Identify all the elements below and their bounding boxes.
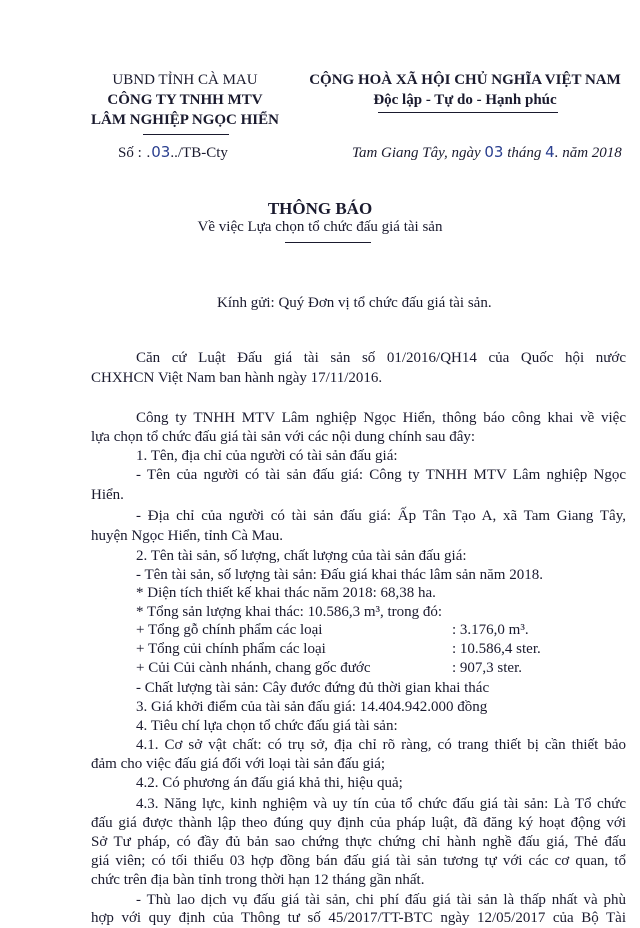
motto-underline (378, 112, 558, 113)
section-41-line2: đảm cho việc đấu giá đối với loại tài sản đấu giá; (91, 756, 386, 772)
section-43-line5: chức trên địa bàn tỉnh trong thời hạn 12 tháng gần nhất. (91, 872, 425, 888)
section-1a-line2: Hiển. (91, 487, 124, 503)
row-1-label: + Tổng gỗ chính phẩm các loại (136, 622, 323, 638)
section-42: 4.2. Có phương án đấu giá khả thi, hiệu quả; (136, 775, 403, 791)
para1-line1: Căn cứ Luật Đấu giá tài sản số 01/2016/QH14 của Quốc hội nước (136, 350, 626, 366)
para2-line1: Công ty TNHH MTV Lâm nghiệp Ngọc Hiển, thông báo công khai về việc (136, 410, 626, 426)
section-2d: - Chất lượng tài sản: Cây đước đứng đủ thời gian khai thác (136, 680, 490, 696)
handwritten-number: 03 (151, 143, 171, 161)
row-1-value: : 3.176,0 m³. (452, 622, 529, 638)
section-43-line3: Sở Tư pháp, có đầy đủ bản sao chứng thực chứng chỉ hành nghề đấu giá, Thẻ đấu (91, 834, 626, 850)
company-name-2: LÂM NGHIỆP NGỌC HIỂN (91, 112, 279, 128)
row-2-value: : 10.586,4 ster. (452, 641, 541, 657)
section-1a-line1: - Tên của người có tài sản đấu giá: Công ty TNHH MTV Lâm nghiệp Ngọc (136, 467, 626, 483)
section-43-line2: đấu giá được thành lập theo đúng quy định của pháp luật, đã đăng ký hoạt động với (91, 815, 626, 831)
subject-underline (285, 242, 371, 243)
left-header-underline (143, 134, 229, 135)
document-title: THÔNG BÁO (267, 199, 373, 218)
row-2-label: + Tổng củi chính phẩm các loại (136, 641, 326, 657)
company-name: CÔNG TY TNHH MTV (107, 92, 263, 108)
section-4: 4. Tiêu chí lựa chọn tổ chức đấu giá tài sản: (136, 718, 398, 734)
reference-number: Số : .03../TB-Cty (118, 143, 228, 161)
section-2a: - Tên tài sản, số lượng tài sản: Đấu giá khai thác lâm sản năm 2018. (136, 567, 543, 583)
left-header (80, 70, 290, 130)
row-3-value: : 907,3 ster. (452, 660, 522, 676)
section-44-line1: - Thù lao dịch vụ đấu giá tài sản, chi phí đấu giá tài sản là thấp nhất và phù (136, 892, 626, 908)
handwritten-day: 03 (484, 143, 504, 161)
section-43-line4: giá viên; có tối thiểu 03 hợp đồng bán đấu giá tài sản tương tự với các cơ quan, tổ (91, 853, 626, 869)
section-1b-line1: - Địa chỉ của người có tài sản đấu giá: Ấp Tân Tạo A, xã Tam Giang Tây, (136, 508, 626, 524)
section-2c: * Tổng sản lượng khai thác: 10.586,3 m³, trong đó: (136, 604, 443, 620)
row-3-label: + Củi Củi cành nhánh, chang gốc đước (136, 660, 371, 676)
section-44-line2: hợp với quy định của Thông tư số 45/2017/TT-BTC ngày 12/05/2017 của Bộ Tài (91, 910, 626, 926)
section-41-line1: 4.1. Cơ sở vật chất: có trụ sở, địa chỉ rõ ràng, có trang thiết bị cần thiết bảo (136, 737, 626, 753)
section-2b: * Diện tích thiết kế khai thác năm 2018: 68,38 ha. (136, 585, 436, 601)
section-1: 1. Tên, địa chỉ của người có tài sản đấu giá: (136, 448, 398, 464)
section-43-line1: 4.3. Năng lực, kinh nghiệm và uy tín của tổ chức đấu giá tài sản: Là Tổ chức (136, 796, 626, 812)
state-name: CỘNG HOÀ XÃ HỘI CHỦ NGHĨA VIỆT NAM (309, 72, 621, 88)
date-line: Tam Giang Tây, ngày 03 tháng 4. năm 2018 (352, 143, 622, 161)
handwritten-month: 4 (545, 143, 555, 161)
right-header (300, 70, 630, 110)
para1-line2: CHXHCN Việt Nam ban hành ngày 17/11/2016. (91, 370, 383, 386)
para2-line2: lựa chọn tổ chức đấu giá tài sản với các nội dung chính sau đây: (91, 429, 476, 445)
section-2: 2. Tên tài sản, số lượng, chất lượng của tài sản đấu giá: (136, 548, 467, 564)
section-3: 3. Giá khởi điểm của tài sản đấu giá: 14.404.942.000 đồng (136, 699, 488, 715)
document-subject: Về việc Lựa chọn tổ chức đấu giá tài sản (197, 219, 443, 235)
authority-name: UBND TỈNH CÀ MAU (112, 72, 258, 88)
section-1b-line2: huyện Ngọc Hiển, tỉnh Cà Mau. (91, 528, 284, 544)
motto: Độc lập - Tự do - Hạnh phúc (373, 92, 557, 108)
recipient-line: Kính gửi: Quý Đơn vị tổ chức đấu giá tài sản. (217, 295, 492, 311)
